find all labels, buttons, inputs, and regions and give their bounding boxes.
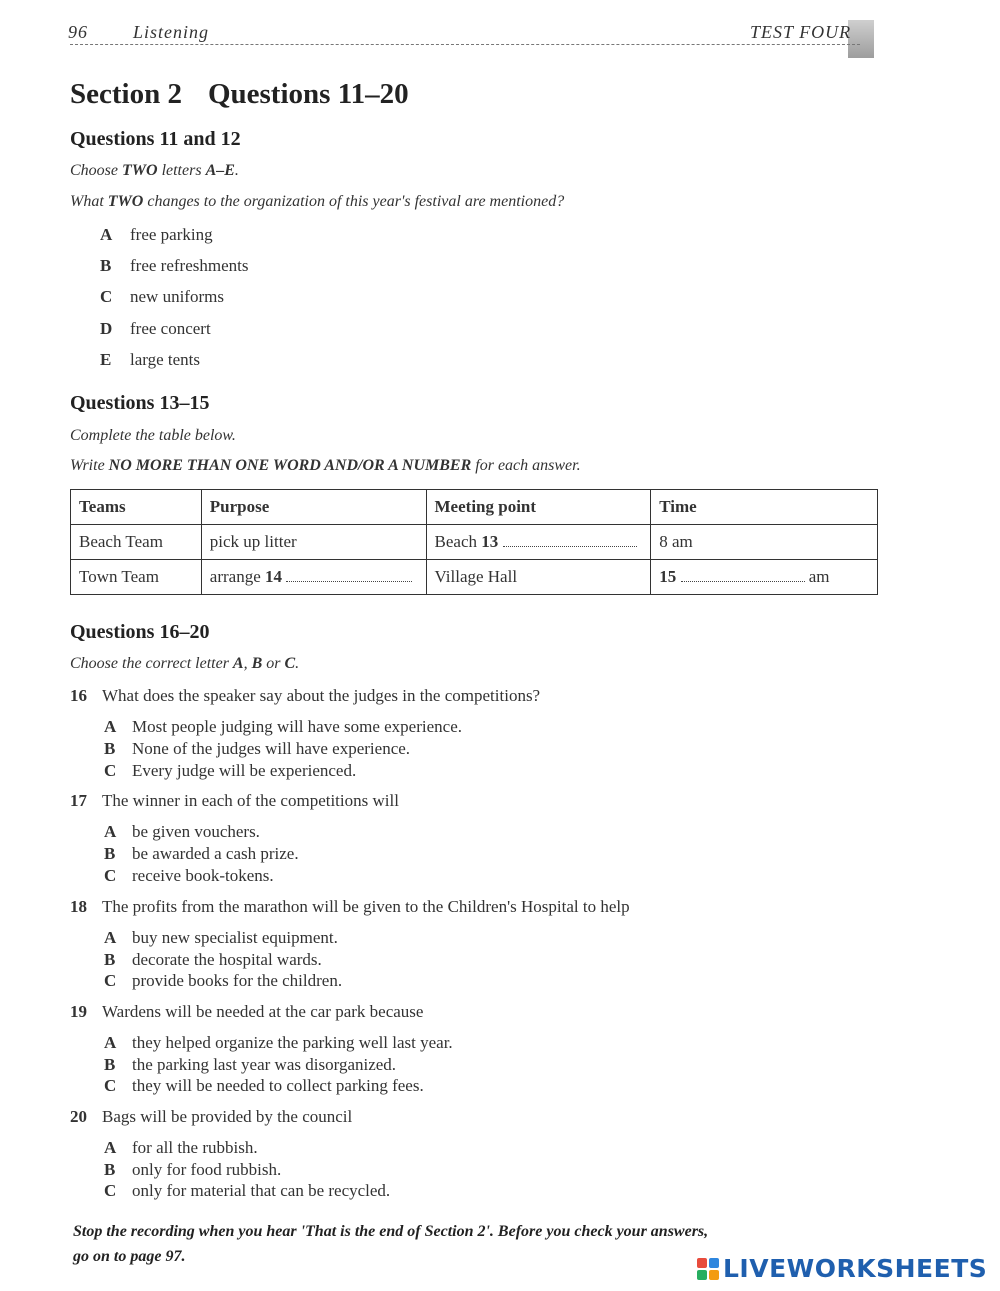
answer-blank-14[interactable]: [286, 569, 412, 582]
heading-q13-15: Questions 13–15: [70, 392, 210, 414]
choice-18-c[interactable]: C provide books for the children.: [104, 971, 343, 990]
header-section-label: Listening: [133, 22, 210, 42]
choice-17-c[interactable]: C receive book-tokens.: [104, 866, 274, 885]
table-cell: arrange 14: [201, 560, 426, 595]
option-a[interactable]: A free parking: [100, 225, 213, 244]
footer-instruction-line1: Stop the recording when you hear 'That is the end of Section 2'. Before you check your answers,: [73, 1223, 709, 1240]
question-18: 18 The profits from the marathon will be given to the Children's Hospital to help: [70, 897, 630, 916]
choice-17-b[interactable]: B be awarded a cash prize.: [104, 844, 299, 863]
answer-number-15: 15: [659, 567, 677, 586]
page-number: 96: [68, 22, 88, 42]
choice-16-b[interactable]: B None of the judges will have experience.: [104, 739, 411, 758]
choice-20-c[interactable]: C only for material that can be recycled.: [104, 1181, 391, 1200]
header-divider: [70, 44, 860, 45]
question-20: 20 Bags will be provided by the council: [70, 1107, 353, 1126]
answer-number-14: 14: [265, 567, 282, 586]
choice-19-a[interactable]: A they helped organize the parking well last year.: [104, 1033, 453, 1052]
instruction-q16-20: Choose the correct letter A, B or C.: [70, 655, 300, 672]
choice-20-b[interactable]: B only for food rubbish.: [104, 1160, 282, 1179]
choice-16-c[interactable]: C Every judge will be experienced.: [104, 761, 357, 780]
answer-blank-15[interactable]: [681, 569, 805, 582]
table-cell: 8 am: [651, 525, 878, 560]
table-header-cell: Time: [651, 490, 878, 525]
logo-square: [697, 1258, 707, 1268]
table-header-row: [71, 490, 878, 525]
logo-text: LIVEWORKSHEETS: [723, 1254, 988, 1283]
question-16: 16 What does the speaker say about the judges in the competitions?: [70, 686, 541, 705]
section-title-questions: Questions 11–20: [207, 78, 409, 110]
option-c[interactable]: C new uniforms: [100, 287, 224, 306]
table-row: [71, 560, 878, 595]
heading-q16-20: Questions 16–20: [70, 621, 210, 643]
table-header-cell: Meeting point: [426, 490, 651, 525]
choice-19-c[interactable]: C they will be needed to collect parking fees.: [104, 1076, 424, 1095]
header-test-label: TEST FOUR: [750, 22, 852, 42]
table-header-cell: Purpose: [201, 490, 426, 525]
heading-q11-12: Questions 11 and 12: [70, 128, 241, 150]
choice-19-b[interactable]: B the parking last year was disorganized.: [104, 1055, 397, 1074]
table-header-cell: Teams: [71, 490, 202, 525]
header-tab-marker: [848, 20, 874, 58]
table-cell: 15 am: [651, 560, 878, 595]
instruction-word-limit: Write NO MORE THAN ONE WORD AND/OR A NUMBER for each answer.: [70, 457, 581, 474]
logo-square: [709, 1258, 719, 1268]
table-cell: Town Team: [71, 560, 202, 595]
option-d[interactable]: D free concert: [100, 319, 211, 338]
instruction-complete-table: Complete the table below.: [70, 427, 236, 444]
answer-number-13: 13: [481, 532, 499, 551]
table-cell: Village Hall: [426, 560, 651, 595]
answer-blank-13[interactable]: [503, 534, 637, 547]
choice-16-a[interactable]: A Most people judging will have some experience.: [104, 717, 462, 736]
table-row: [71, 525, 878, 560]
section-title: [70, 78, 409, 111]
question-q11-12: What TWO changes to the organization of this year's festival are mentioned?: [70, 193, 565, 210]
question-17: 17 The winner in each of the competitions will: [70, 791, 399, 810]
answer-table: [70, 489, 878, 595]
logo-square: [709, 1270, 719, 1280]
section-title-section: Section 2: [70, 78, 182, 110]
choice-18-b[interactable]: B decorate the hospital wards.: [104, 950, 322, 969]
question-19: 19 Wardens will be needed at the car park because: [70, 1002, 424, 1021]
choice-18-a[interactable]: A buy new specialist equipment.: [104, 928, 338, 947]
footer-instruction-line2: go on to page 97.: [73, 1248, 186, 1265]
option-b[interactable]: B free refreshments: [100, 256, 249, 275]
logo-icon: [697, 1258, 719, 1280]
table-cell: Beach Team: [71, 525, 202, 560]
table-cell: Beach 13: [426, 525, 651, 560]
option-e[interactable]: E large tents: [100, 350, 201, 369]
choice-20-a[interactable]: A for all the rubbish.: [104, 1138, 258, 1157]
table-cell: pick up litter: [201, 525, 426, 560]
logo-square: [697, 1270, 707, 1280]
liveworksheets-logo: [697, 1254, 987, 1283]
choice-17-a[interactable]: A be given vouchers.: [104, 822, 260, 841]
instruction-q11-12: Choose TWO letters A–E.: [70, 162, 239, 179]
